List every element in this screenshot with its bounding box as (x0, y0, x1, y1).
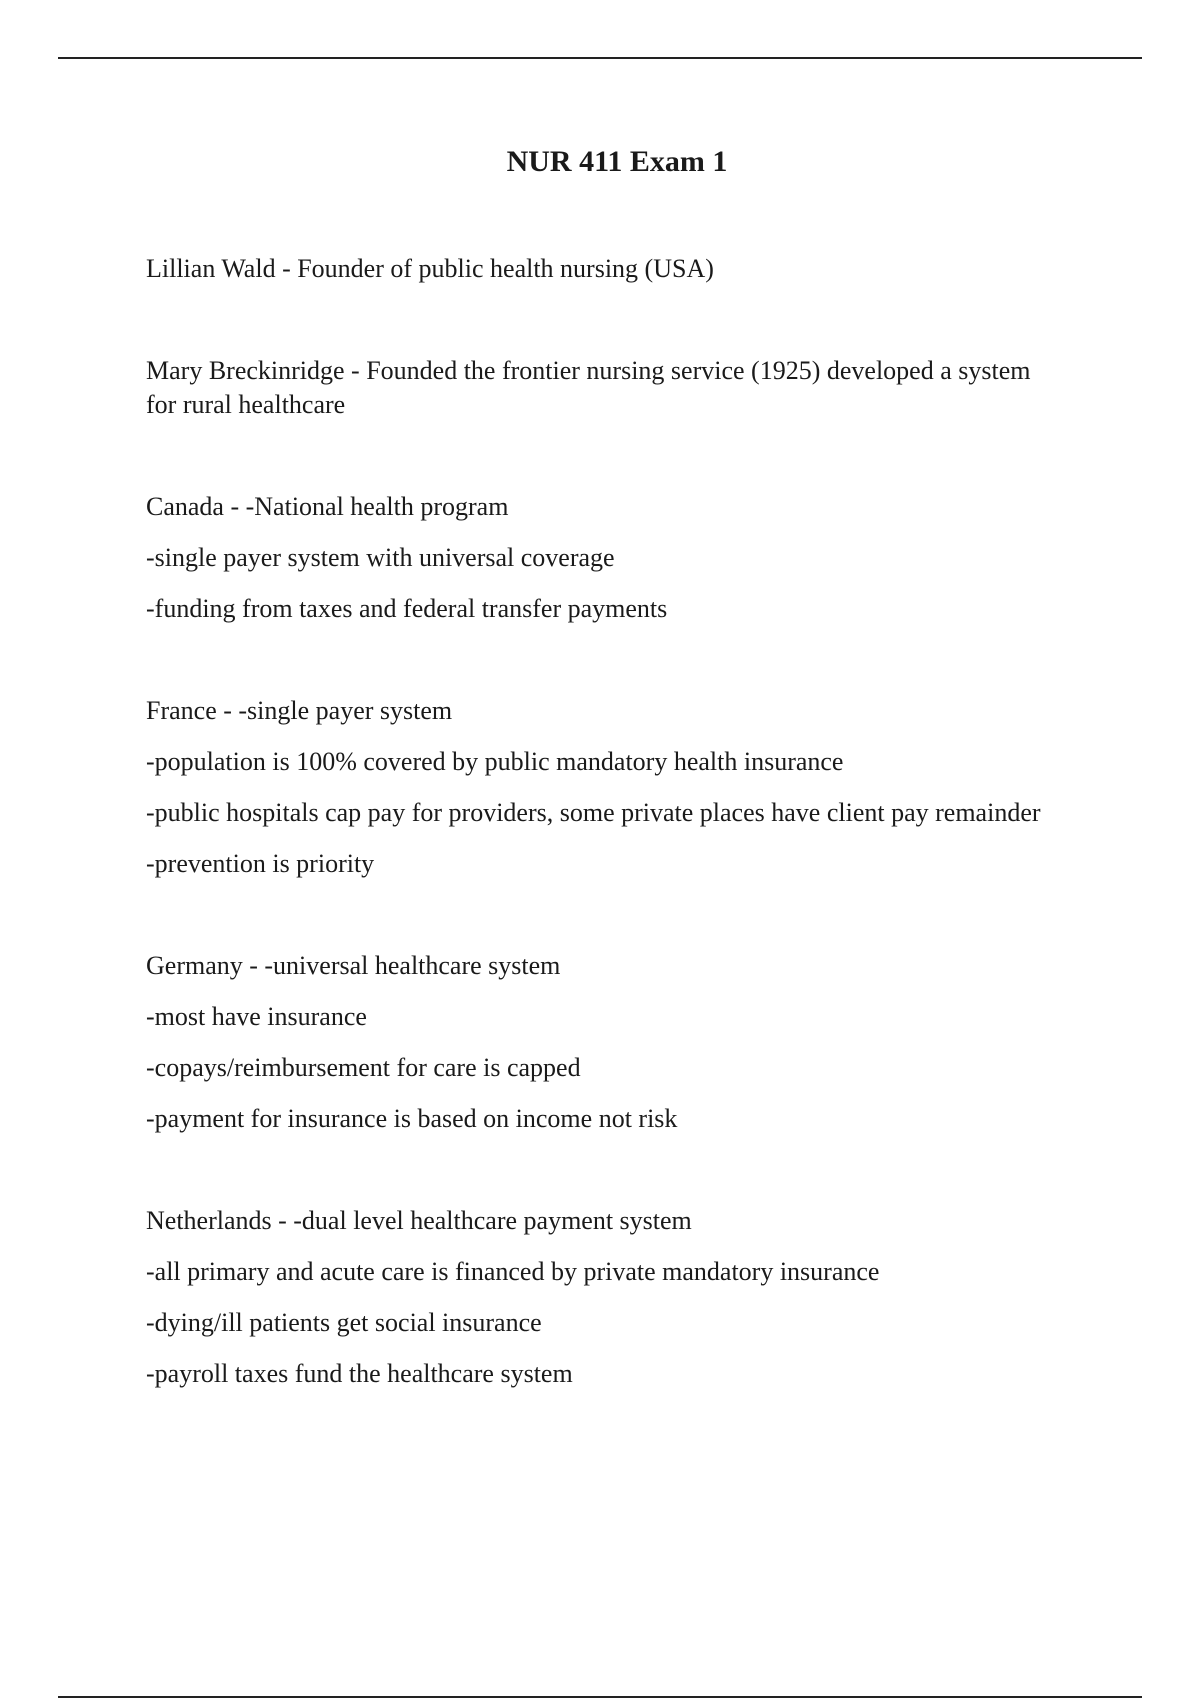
entry-line: -copays/reimbursement for care is capped (146, 1053, 581, 1082)
entry-line: -all primary and acute care is financed by private mandatory insurance (146, 1257, 880, 1286)
entry-line: -single payer system with universal coverage (146, 543, 615, 572)
entry-line: -payroll taxes fund the healthcare system (146, 1359, 573, 1388)
entry-line: Mary Breckinridge - Founded the frontier nursing service (1925) developed a system for rural healthcare (146, 356, 1031, 419)
entry-line: -payment for insurance is based on income not risk (146, 1104, 678, 1133)
entry-germany (146, 949, 1066, 1136)
document-body (146, 252, 1066, 1459)
entry-netherlands (146, 1204, 1066, 1391)
entry-line: Netherlands - -dual level healthcare payment system (146, 1206, 692, 1235)
entry-line: France - -single payer system (146, 696, 453, 725)
entry-line: -most have insurance (146, 1002, 367, 1031)
entry-line: -funding from taxes and federal transfer payments (146, 594, 668, 623)
top-divider (58, 57, 1142, 59)
entry-line: Canada - -National health program (146, 492, 509, 521)
entry-france (146, 694, 1066, 881)
entry-line: Lillian Wald - Founder of public health nursing (USA) (146, 254, 714, 283)
entry-line: -public hospitals cap pay for providers, some private places have client pay remainder (146, 798, 1041, 827)
entry-line: Germany - -universal healthcare system (146, 951, 561, 980)
bottom-divider (58, 1696, 1142, 1698)
page-title: NUR 411 Exam 1 (506, 145, 728, 178)
entry-line: -prevention is priority (146, 849, 375, 878)
entry-canada (146, 490, 1066, 626)
entry-lillian-wald (146, 252, 1066, 286)
entry-line: -dying/ill patients get social insurance (146, 1308, 542, 1337)
entry-mary-breckinridge (146, 354, 1066, 422)
entry-line: -population is 100% covered by public mandatory health insurance (146, 747, 844, 776)
